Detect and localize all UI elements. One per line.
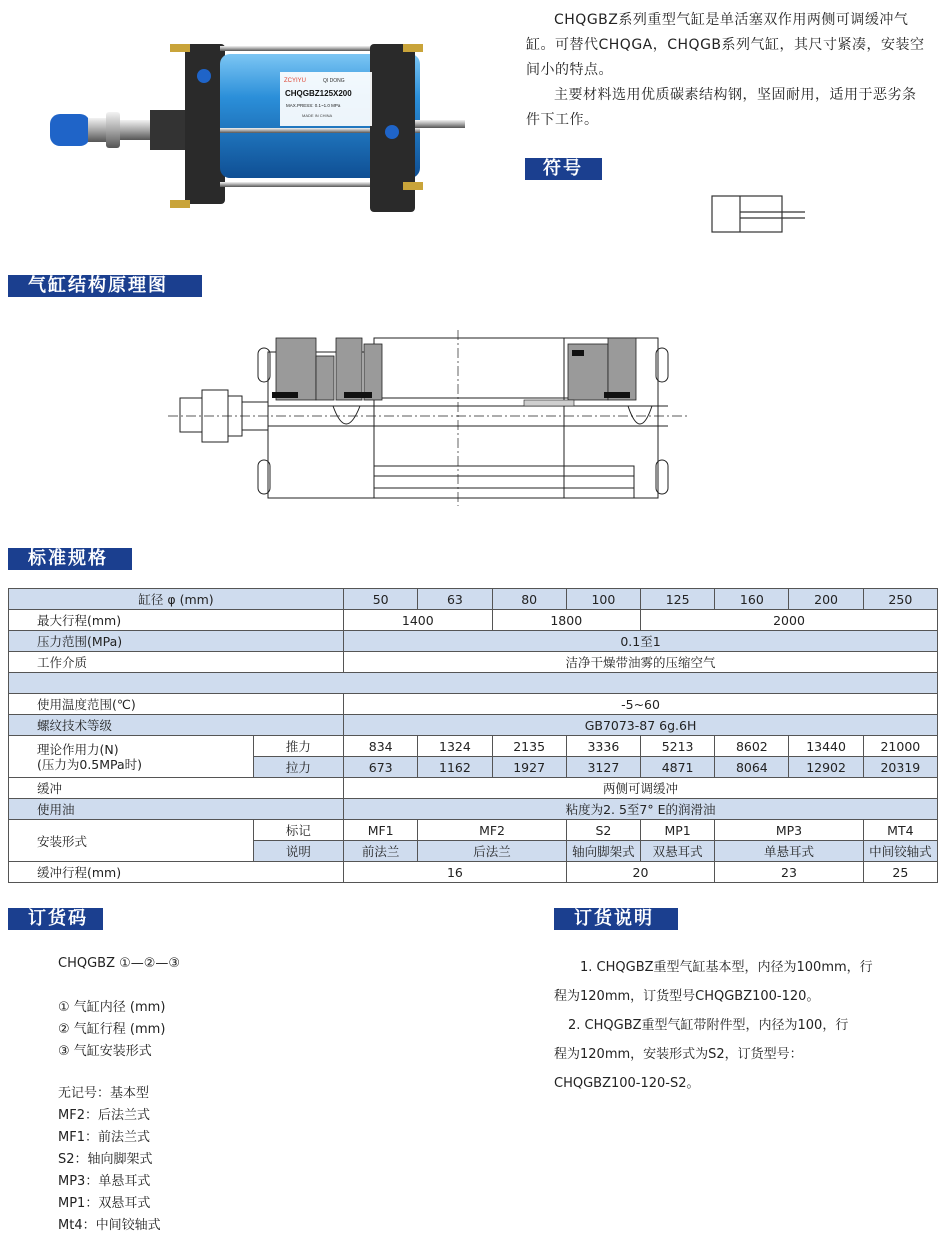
table-cell: 3336 xyxy=(566,736,640,757)
row-label: 工作介质 xyxy=(9,652,344,673)
bore-cell: 160 xyxy=(715,589,789,610)
table-row xyxy=(9,610,938,631)
row-label: 使用温度范围(℃) xyxy=(9,694,344,715)
spec-table xyxy=(8,588,938,883)
push-label: 推力 xyxy=(253,736,343,757)
table-cell: 8064 xyxy=(715,757,789,778)
table-cell: 23 xyxy=(715,862,863,883)
pull-label: 拉力 xyxy=(253,757,343,778)
table-cell: MF1 xyxy=(344,820,418,841)
table-cell: 8602 xyxy=(715,736,789,757)
table-cell: 0.1至1 xyxy=(344,631,938,652)
label-origin: MADE IN CHINA xyxy=(302,113,333,118)
table-cell: 3127 xyxy=(566,757,640,778)
table-cell: MF2 xyxy=(418,820,566,841)
row-label: 缓冲行程(mm) xyxy=(9,862,344,883)
table-cell: 中间铰轴式 xyxy=(863,841,937,862)
table-cell: 673 xyxy=(344,757,418,778)
table-cell: 2000 xyxy=(641,610,938,631)
table-row xyxy=(9,673,938,694)
section-title-spec: 标准规格 xyxy=(8,548,132,570)
mount-type: MP1：双悬耳式 xyxy=(58,1196,151,1211)
mount-type: MP3：单悬耳式 xyxy=(58,1174,151,1189)
table-cell: 1324 xyxy=(418,736,492,757)
table-cell: 21000 xyxy=(863,736,937,757)
front-cover xyxy=(185,44,225,204)
order-note-line: 程为120mm，订货型号CHQGBZ100-120。 xyxy=(554,989,820,1004)
structure-diagram xyxy=(168,330,688,506)
bore-cell: 50 xyxy=(344,589,418,610)
order-code-block xyxy=(58,953,358,1237)
table-cell: 1800 xyxy=(492,610,640,631)
table-cell: 单悬耳式 xyxy=(715,841,863,862)
bore-cell: 250 xyxy=(863,589,937,610)
label-brand: ZCYIYU xyxy=(284,78,307,84)
table-row xyxy=(9,715,938,736)
table-cell: 12902 xyxy=(789,757,863,778)
section-title-order-code: 订货码 xyxy=(8,908,103,930)
label-brand2: QI DONG xyxy=(323,78,345,84)
rod-cap xyxy=(50,114,90,146)
bore-cell: 63 xyxy=(418,589,492,610)
row-label: 螺纹技术等级 xyxy=(9,715,344,736)
table-row xyxy=(9,694,938,715)
table-cell: 5213 xyxy=(641,736,715,757)
mount-type: 无记号：基本型 xyxy=(58,1086,150,1101)
table-cell: -5~60 xyxy=(344,694,938,715)
section-title-symbol: 符号 xyxy=(525,158,602,180)
label-pressure: MAX.PRESS: 0.1~1.0 MPa xyxy=(286,103,341,108)
intro-paragraph-1: CHQGBZ系列重型气缸是单活塞双作用两侧可调缓冲气缸。可替代CHQGA，CHQGB系列气缸，其尺寸紧凑，安装空间小的特点。 xyxy=(526,12,925,78)
intro-text xyxy=(526,8,928,133)
table-cell: 20 xyxy=(566,862,714,883)
order-note-line: CHQGBZ100-120-S2。 xyxy=(554,1076,700,1091)
table-cell: 25 xyxy=(863,862,937,883)
table-cell: 轴向脚架式 xyxy=(566,841,640,862)
mount-type: MF2：后法兰式 xyxy=(58,1108,150,1123)
table-cell: 双悬耳式 xyxy=(641,841,715,862)
table-cell: 2135 xyxy=(492,736,566,757)
table-cell: 1927 xyxy=(492,757,566,778)
bore-cell: 200 xyxy=(789,589,863,610)
bore-cell: 100 xyxy=(566,589,640,610)
cylinder-symbol xyxy=(710,190,810,238)
row-label: 使用油 xyxy=(9,799,344,820)
table-cell: 粘度为2. 5至7° E的润滑油 xyxy=(344,799,938,820)
row-label: 缓冲 xyxy=(9,778,344,799)
order-note-line: 1. CHQGBZ重型气缸基本型，内径为100mm，行 xyxy=(580,960,873,975)
order-note-line: 2. CHQGBZ重型气缸带附件型，内径为100，行 xyxy=(568,1018,849,1033)
table-row xyxy=(9,862,938,883)
mark-label: 标记 xyxy=(253,820,343,841)
empty-row xyxy=(9,673,938,694)
product-photo xyxy=(40,32,480,222)
table-cell: 两侧可调缓冲 xyxy=(344,778,938,799)
row-label: 压力范围(MPa) xyxy=(9,631,344,652)
table-cell: 1162 xyxy=(418,757,492,778)
table-cell: GB7073-87 6g.6H xyxy=(344,715,938,736)
force-label-line-1: 理论作用力(N) xyxy=(37,741,119,757)
force-label xyxy=(9,736,254,778)
mount-type: MF1：前法兰式 xyxy=(58,1130,150,1145)
table-cell: MP3 xyxy=(715,820,863,841)
order-note xyxy=(554,953,934,1098)
table-cell: 洁净干燥带油雾的压缩空气 xyxy=(344,652,938,673)
order-code-item: ③ 气缸安装形式 xyxy=(58,1044,152,1059)
table-row xyxy=(9,820,938,841)
table-cell: 4871 xyxy=(641,757,715,778)
row-label: 安装形式 xyxy=(9,820,254,862)
desc-label: 说明 xyxy=(253,841,343,862)
bore-header: 缸径 φ (mm) xyxy=(9,589,344,610)
table-cell: 834 xyxy=(344,736,418,757)
table-row xyxy=(9,799,938,820)
table-cell: 20319 xyxy=(863,757,937,778)
table-cell: 前法兰 xyxy=(344,841,418,862)
bore-cell: 125 xyxy=(641,589,715,610)
table-row xyxy=(9,778,938,799)
order-note-line: 程为120mm，安装形式为S2，订货型号： xyxy=(554,1047,803,1062)
section-title-structure: 气缸结构原理图 xyxy=(8,275,202,297)
order-code: CHQGBZ ①—②—③ xyxy=(58,956,181,971)
table-row xyxy=(9,736,938,757)
table-cell: MT4 xyxy=(863,820,937,841)
section-title-order-note: 订货说明 xyxy=(554,908,678,930)
table-cell: S2 xyxy=(566,820,640,841)
order-code-item: ② 气缸行程 (mm) xyxy=(58,1022,166,1037)
bore-cell: 80 xyxy=(492,589,566,610)
row-label: 最大行程(mm) xyxy=(9,610,344,631)
mount-type: Mt4：中间铰轴式 xyxy=(58,1218,161,1233)
order-code-item: ① 气缸内径 (mm) xyxy=(58,1000,166,1015)
table-cell: 1400 xyxy=(344,610,492,631)
table-cell: 后法兰 xyxy=(418,841,566,862)
force-label-line-2: (压力为0.5MPa时) xyxy=(37,756,143,772)
intro-paragraph-2: 主要材料选用优质碳素结构钢，坚固耐用，适用于恶劣条件下工作。 xyxy=(526,87,917,128)
table-row xyxy=(9,589,938,610)
table-cell: 13440 xyxy=(789,736,863,757)
table-row xyxy=(9,631,938,652)
table-cell: 16 xyxy=(344,862,567,883)
table-row xyxy=(9,652,938,673)
mount-type: S2：轴向脚架式 xyxy=(58,1152,153,1167)
table-cell: MP1 xyxy=(641,820,715,841)
label-model: CHQGBZ125X200 xyxy=(285,89,352,98)
